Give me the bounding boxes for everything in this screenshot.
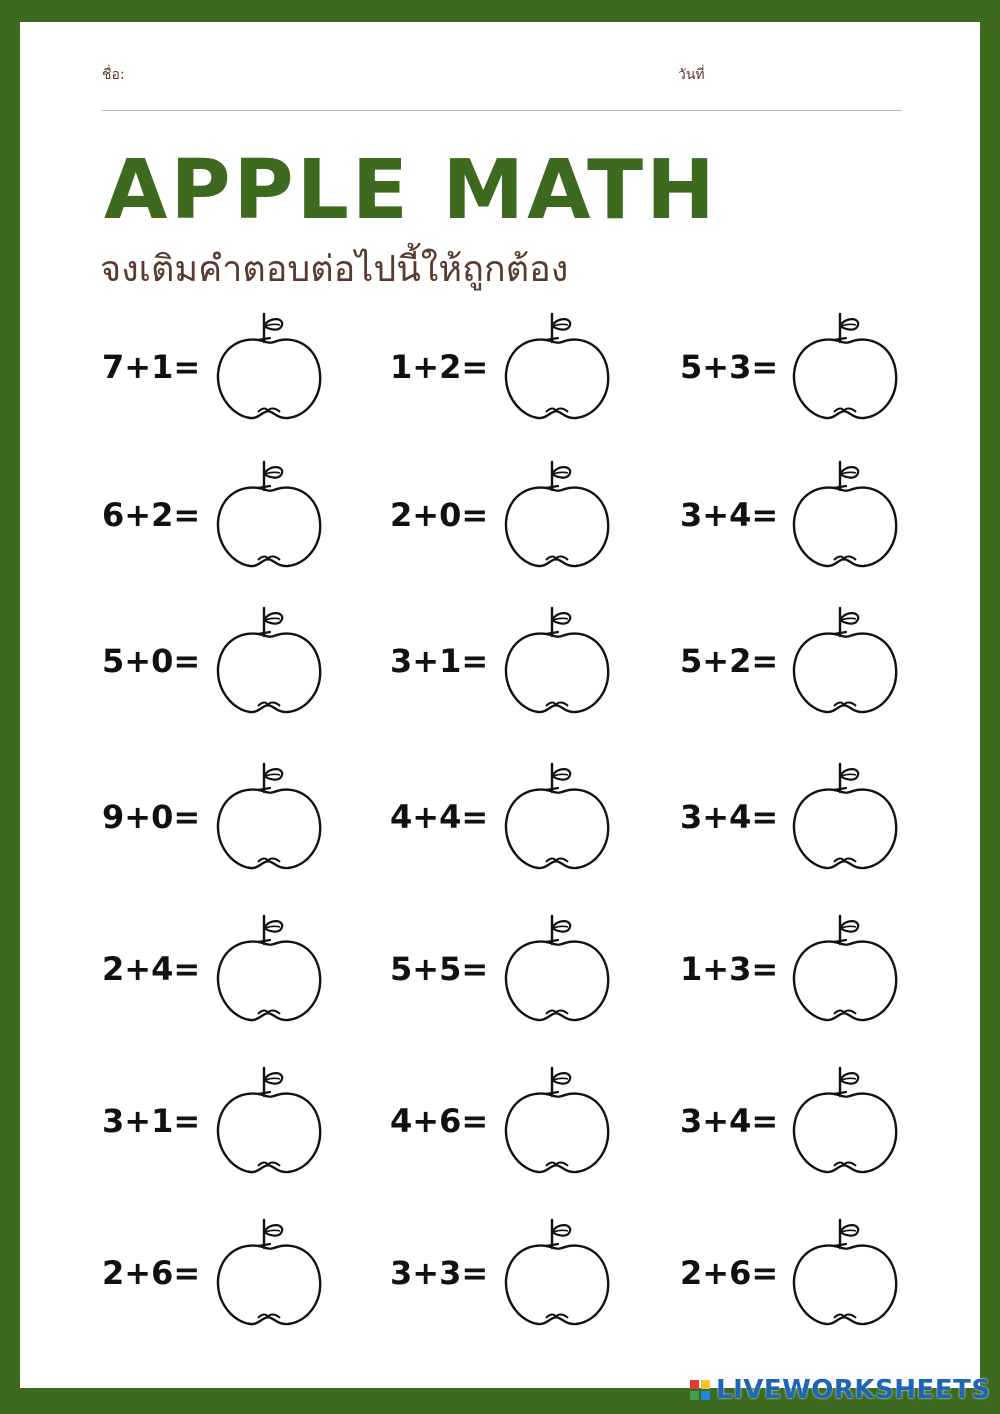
problem-equation: 4+4= <box>390 798 489 836</box>
header-underline <box>102 110 902 111</box>
problem-equation: 9+0= <box>102 798 201 836</box>
date-label: วันที่ <box>678 67 705 83</box>
problem-equation: 3+4= <box>680 1102 779 1140</box>
logo-mark-icon <box>690 1380 710 1400</box>
liveworksheets-logo <box>690 1372 991 1408</box>
problem-equation: 2+6= <box>680 1254 779 1292</box>
apple-answer-icon[interactable] <box>214 1066 326 1178</box>
logo-text: LIVEWORKSHEETS <box>716 1375 991 1405</box>
problem-equation: 4+6= <box>390 1102 489 1140</box>
problem-equation: 2+6= <box>102 1254 201 1292</box>
problem-equation: 2+0= <box>390 496 489 534</box>
apple-answer-icon[interactable] <box>502 1066 614 1178</box>
problem-equation: 3+3= <box>390 1254 489 1292</box>
problem-equation: 1+3= <box>680 950 779 988</box>
problem-equation: 3+1= <box>390 642 489 680</box>
apple-answer-icon[interactable] <box>790 460 902 572</box>
page-title: APPLE MATH <box>104 143 718 238</box>
apple-answer-icon[interactable] <box>790 1066 902 1178</box>
apple-answer-icon[interactable] <box>502 312 614 424</box>
problem-equation: 1+2= <box>390 348 489 386</box>
apple-answer-icon[interactable] <box>214 762 326 874</box>
problem-equation: 2+4= <box>102 950 201 988</box>
apple-answer-icon[interactable] <box>214 312 326 424</box>
apple-answer-icon[interactable] <box>502 606 614 718</box>
apple-answer-icon[interactable] <box>790 1218 902 1330</box>
apple-answer-icon[interactable] <box>790 312 902 424</box>
apple-answer-icon[interactable] <box>502 762 614 874</box>
apple-answer-icon[interactable] <box>790 914 902 1026</box>
problem-equation: 5+3= <box>680 348 779 386</box>
problem-equation: 3+4= <box>680 496 779 534</box>
problem-equation: 6+2= <box>102 496 201 534</box>
apple-answer-icon[interactable] <box>502 914 614 1026</box>
apple-answer-icon[interactable] <box>214 1218 326 1330</box>
problem-equation: 5+5= <box>390 950 489 988</box>
instructions: จงเติมคำตอบต่อไปนี้ให้ถูกต้อง <box>100 249 569 290</box>
problem-equation: 3+4= <box>680 798 779 836</box>
problem-equation: 3+1= <box>102 1102 201 1140</box>
apple-answer-icon[interactable] <box>214 460 326 572</box>
apple-answer-icon[interactable] <box>502 1218 614 1330</box>
problem-equation: 5+2= <box>680 642 779 680</box>
apple-answer-icon[interactable] <box>790 762 902 874</box>
apple-answer-icon[interactable] <box>790 606 902 718</box>
apple-answer-icon[interactable] <box>214 606 326 718</box>
problem-equation: 5+0= <box>102 642 201 680</box>
problem-equation: 7+1= <box>102 348 201 386</box>
apple-answer-icon[interactable] <box>214 914 326 1026</box>
name-label: ชื่อ: <box>102 67 125 83</box>
apple-answer-icon[interactable] <box>502 460 614 572</box>
